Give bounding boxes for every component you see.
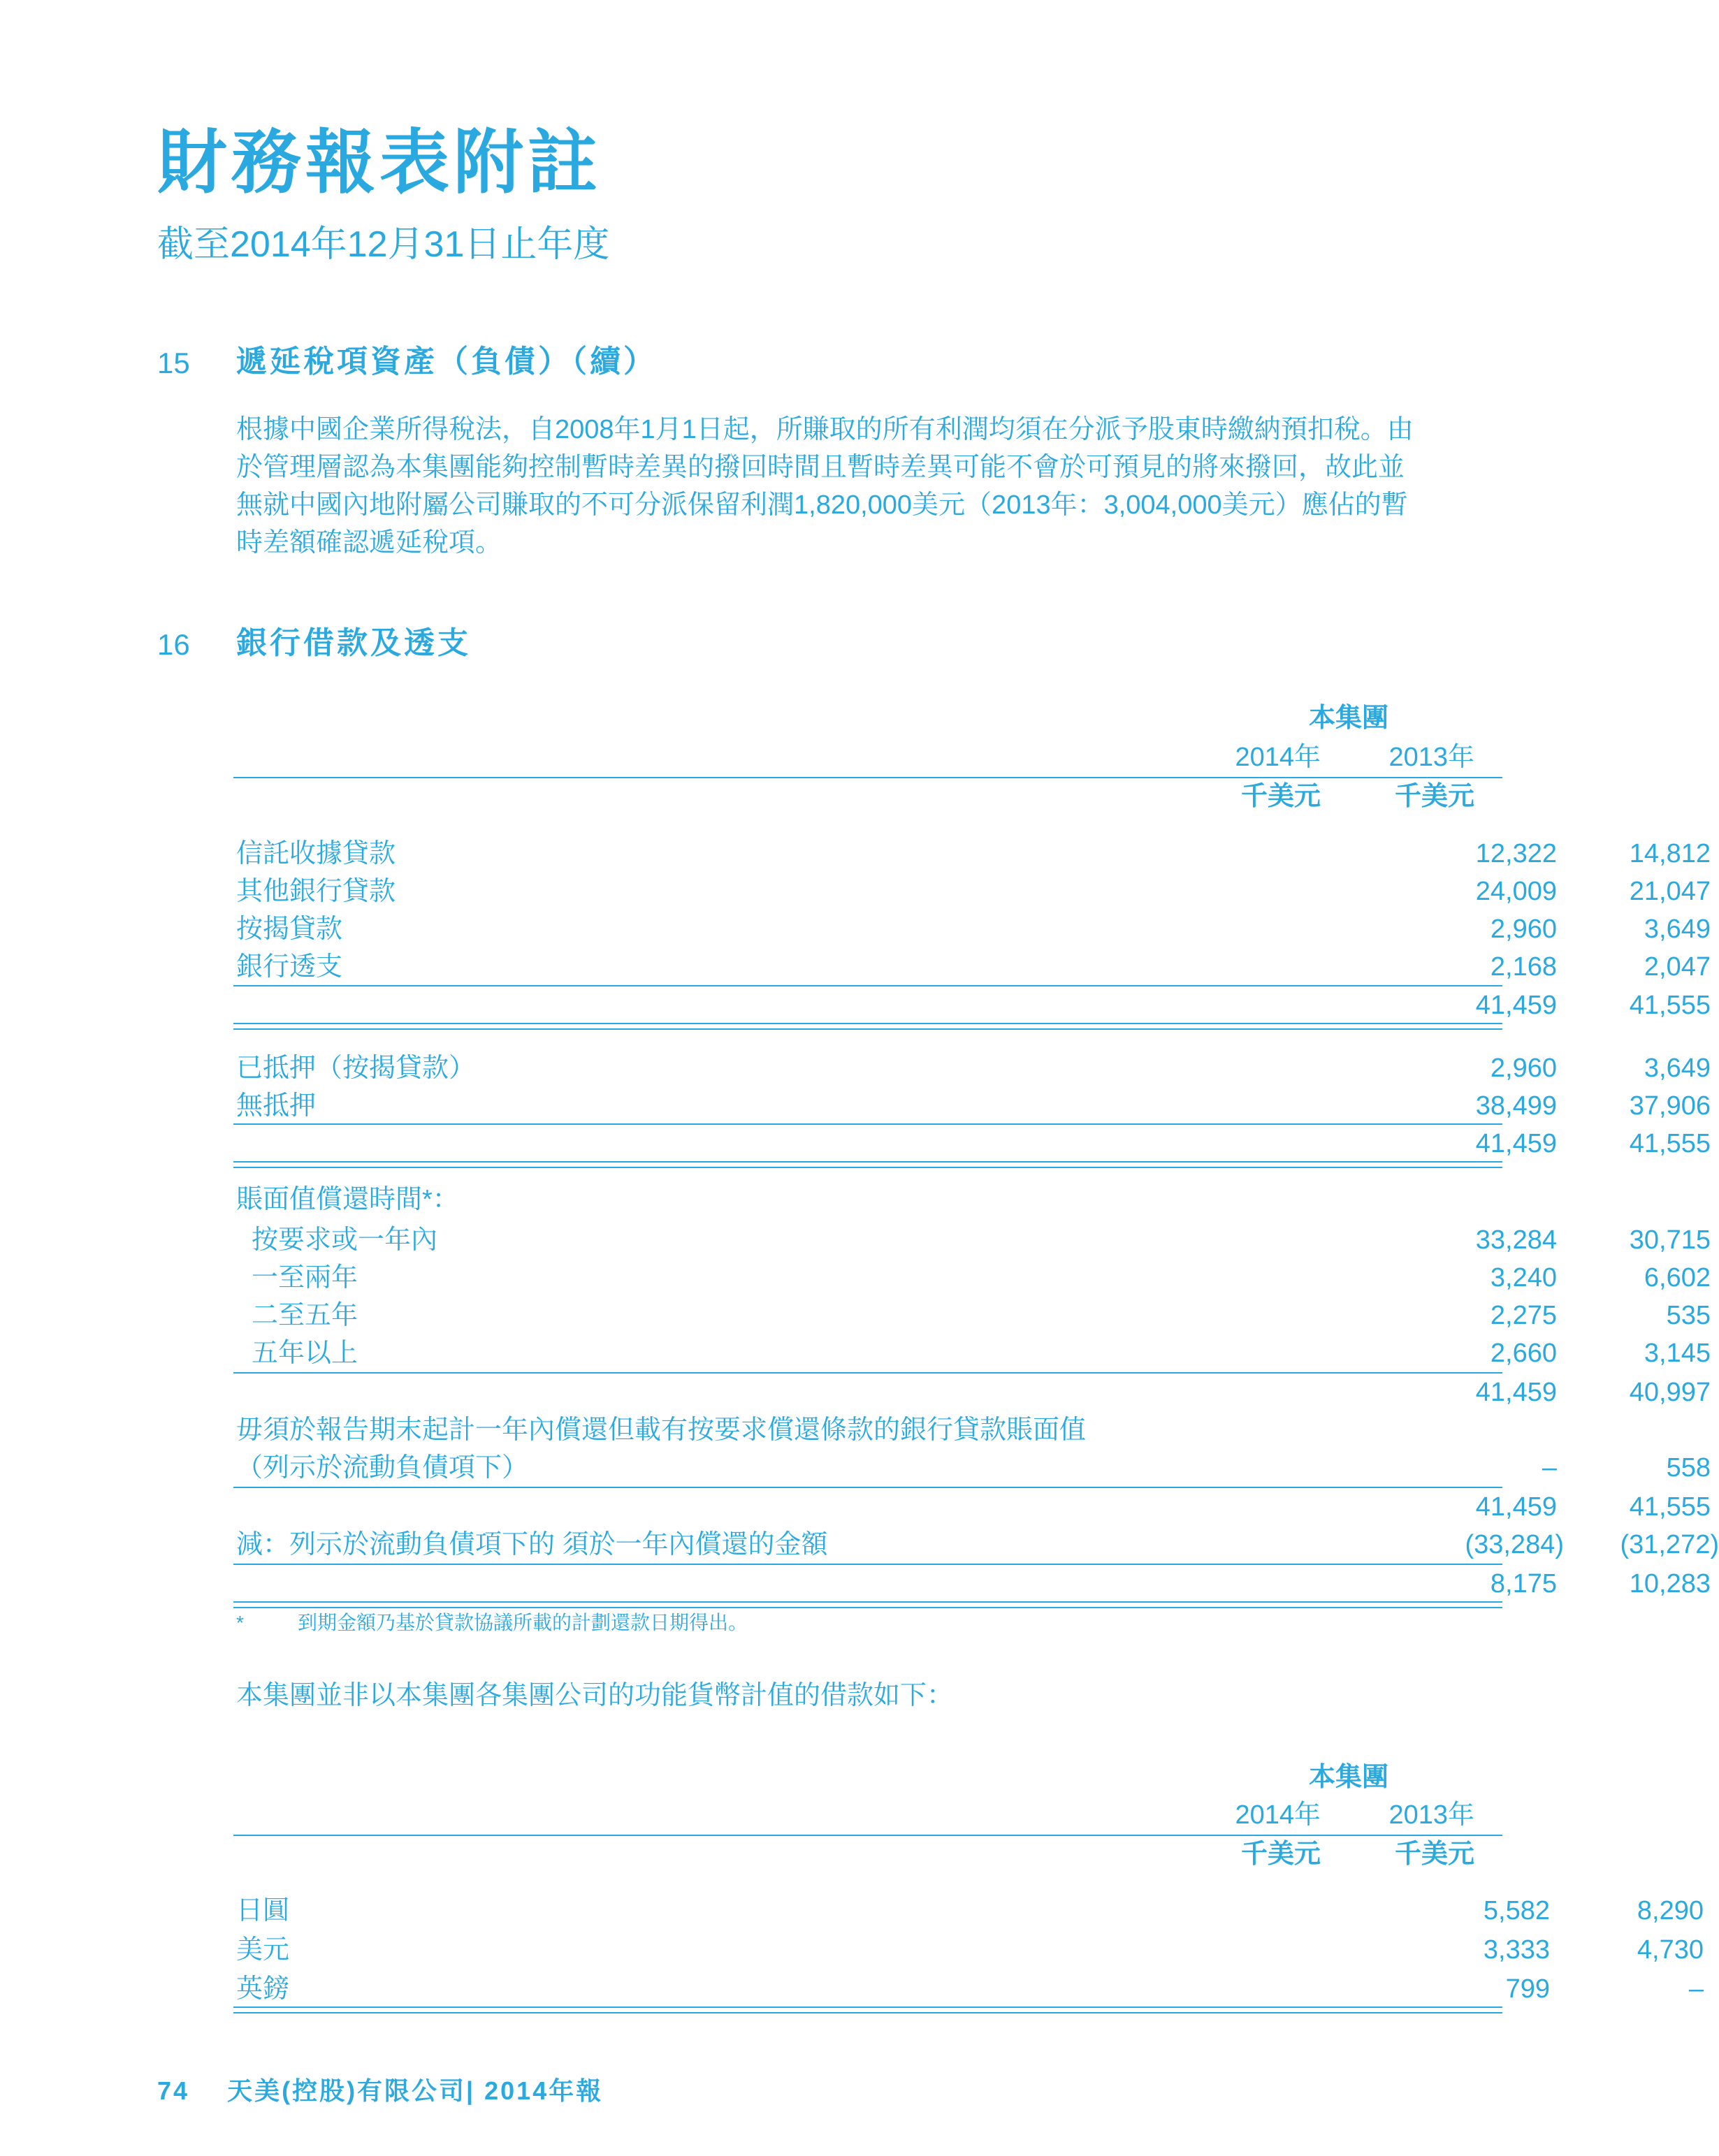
total-2013: 41,555: [1629, 991, 1711, 1020]
row-label: 美元: [236, 1935, 290, 1965]
value-2014: 799: [1505, 1974, 1550, 2004]
total-2013: 41,555: [1629, 1129, 1711, 1158]
table2-col-2014: 2014年: [1235, 1800, 1321, 1830]
total-2014: 41,459: [1475, 1129, 1557, 1158]
value-2013: 37,906: [1629, 1091, 1711, 1121]
section-15-paragraph: [236, 411, 1508, 562]
table-row-total: [236, 1488, 1711, 1526]
table1-group-header: 本集團: [1308, 704, 1388, 733]
total-2013: 41,555: [1629, 1492, 1711, 1522]
table-row-final: [236, 1565, 1711, 1603]
table-row: [236, 1221, 1711, 1259]
total-double-rule: [233, 1161, 1502, 1168]
row-label: 銀行透支: [236, 952, 343, 982]
row-label: 無抵押: [236, 1091, 317, 1121]
value-2013: 14,812: [1629, 839, 1711, 868]
paragraph-line: 於管理層認為本集團能夠控制暫時差異的撥回時間且暫時差異可能不會於可預見的將來撥回，故此並: [236, 453, 1405, 482]
table-row: [236, 873, 1711, 910]
page-footer: [157, 2074, 603, 2108]
footer-text: 天美(控股)有限公司| 2014年報: [227, 2076, 604, 2105]
repayment-heading: [236, 1181, 1487, 1218]
table-row: [236, 910, 1711, 948]
section-15-number: 15: [157, 347, 190, 379]
section-15-title: 遞延稅項資產（負債）（續）: [236, 344, 657, 379]
row-label: 減：列示於流動負債項下的 須於一年內償還的金額: [236, 1530, 828, 1559]
value-2014: 3,240: [1490, 1263, 1557, 1292]
value-2014: 2,275: [1490, 1301, 1557, 1330]
row-label: 按要求或一年內: [252, 1225, 438, 1255]
row-label: 信託收據貸款: [236, 839, 396, 868]
value-2014: 2,660: [1490, 1339, 1557, 1368]
value-2014: 2,168: [1490, 952, 1557, 982]
table-row: [236, 1970, 1704, 2008]
table-row: [236, 1892, 1704, 1930]
final-2014: 8,175: [1490, 1569, 1557, 1598]
table1-col-2013: 2013年: [1388, 743, 1474, 772]
table-row: [236, 1526, 1719, 1564]
table-row: [236, 1449, 1711, 1487]
value-2013: 535: [1666, 1301, 1711, 1330]
section-16-number: 16: [157, 628, 190, 661]
table2-unit-2013: 千美元: [1394, 1840, 1474, 1869]
value-2013: 558: [1666, 1453, 1711, 1483]
value-2014: (33,284): [1465, 1530, 1564, 1559]
table-row: [236, 1334, 1711, 1372]
total-double-rule: [233, 1601, 1502, 1608]
table-row-total: [236, 986, 1711, 1024]
value-2014: 24,009: [1475, 877, 1557, 906]
subtotal-2013: 40,997: [1629, 1378, 1711, 1407]
value-2014: 2,960: [1490, 1054, 1557, 1083]
table1-col-2014: 2014年: [1235, 743, 1321, 772]
row-label: 按揭貸款: [236, 915, 343, 944]
table-row: [236, 1931, 1704, 1969]
table1-unit-2014: 千美元: [1240, 782, 1321, 811]
value-2014: 12,322: [1475, 839, 1557, 868]
footnote-marker: *: [236, 1612, 244, 1633]
section-16-title: 銀行借款及透支: [236, 626, 471, 660]
value-2013: 4,730: [1637, 1935, 1704, 1965]
total-2014: 41,459: [1475, 1492, 1557, 1522]
row-label: 毋須於報告期末起計一年內償還但載有按要求償還條款的銀行貸款賬面值: [236, 1415, 1087, 1445]
value-2013: 3,649: [1644, 1054, 1711, 1083]
final-2013: 10,283: [1629, 1569, 1711, 1598]
page-subtitle: 截至2014年12月31日止年度: [157, 224, 610, 265]
footnote-text: 到期金額乃基於貸款協議所載的計劃還款日期得出。: [298, 1612, 748, 1633]
value-2013: 6,602: [1644, 1263, 1711, 1292]
value-2013: 3,649: [1644, 915, 1711, 944]
page-number: 74: [157, 2076, 190, 2105]
value-2014: 33,284: [1475, 1225, 1557, 1255]
total-double-rule: [233, 1023, 1502, 1030]
value-2013: (31,272): [1620, 1530, 1719, 1559]
value-2014: –: [1542, 1453, 1557, 1483]
table-row: [236, 1259, 1711, 1297]
value-2013: 21,047: [1629, 877, 1711, 906]
currency-sentence: 本集團並非以本集團各集團公司的功能貨幣計值的借款如下：: [236, 1681, 954, 1710]
value-2014: 5,582: [1483, 1896, 1550, 1925]
table-row: [236, 1087, 1711, 1125]
paragraph-line: 根據中國企業所得稅法，自2008年1月1日起，所賺取的所有利潤均須在分派予股東時繳納預扣稅。由: [236, 415, 1414, 444]
value-2013: 3,145: [1644, 1339, 1711, 1368]
paragraph-line: 無就中國內地附屬公司賺取的不可分派保留利潤1,820,000美元（2013年：3,004,000美元）應佔的暫: [236, 490, 1408, 520]
value-2013: 2,047: [1644, 952, 1711, 982]
row-label: 已抵押（按揭貸款）: [236, 1054, 476, 1083]
table2-group-header: 本集團: [1308, 1763, 1388, 1792]
table2-col-2013: 2013年: [1388, 1800, 1474, 1830]
row-label: 一至兩年: [252, 1263, 358, 1292]
row-label: 二至五年: [252, 1301, 358, 1330]
page-title: 財務報表附註: [157, 124, 602, 202]
value-2014: 38,499: [1475, 1091, 1557, 1121]
table-row: [236, 1297, 1711, 1334]
total-2014: 41,459: [1475, 991, 1557, 1020]
value-2013: 30,715: [1629, 1225, 1711, 1255]
table-row: [236, 948, 1711, 986]
value-2013: 8,290: [1637, 1896, 1704, 1925]
paragraph-line: 時差額確認遞延稅項。: [236, 528, 502, 558]
table1-unit-2013: 千美元: [1394, 782, 1474, 811]
table-row: [236, 1049, 1711, 1087]
row-label: 賬面值償還時間*：: [236, 1185, 459, 1214]
row-label: 五年以上: [252, 1339, 358, 1368]
table-row: [236, 1411, 1487, 1449]
table2-unit-2014: 千美元: [1240, 1840, 1321, 1869]
table-row: [236, 835, 1711, 873]
row-label: 日圓: [236, 1896, 290, 1925]
value-2013: –: [1688, 1974, 1704, 2004]
row-label: 英鎊: [236, 1974, 290, 2004]
table-row-subtotal: [236, 1374, 1711, 1411]
value-2014: 2,960: [1490, 915, 1557, 944]
table-row-total: [236, 1125, 1711, 1163]
total-double-rule: [233, 2006, 1502, 2013]
subtotal-2014: 41,459: [1475, 1378, 1557, 1407]
value-2014: 3,333: [1483, 1935, 1550, 1965]
row-label: （列示於流動負債項下）: [236, 1453, 529, 1483]
row-label: 其他銀行貸款: [236, 877, 396, 906]
